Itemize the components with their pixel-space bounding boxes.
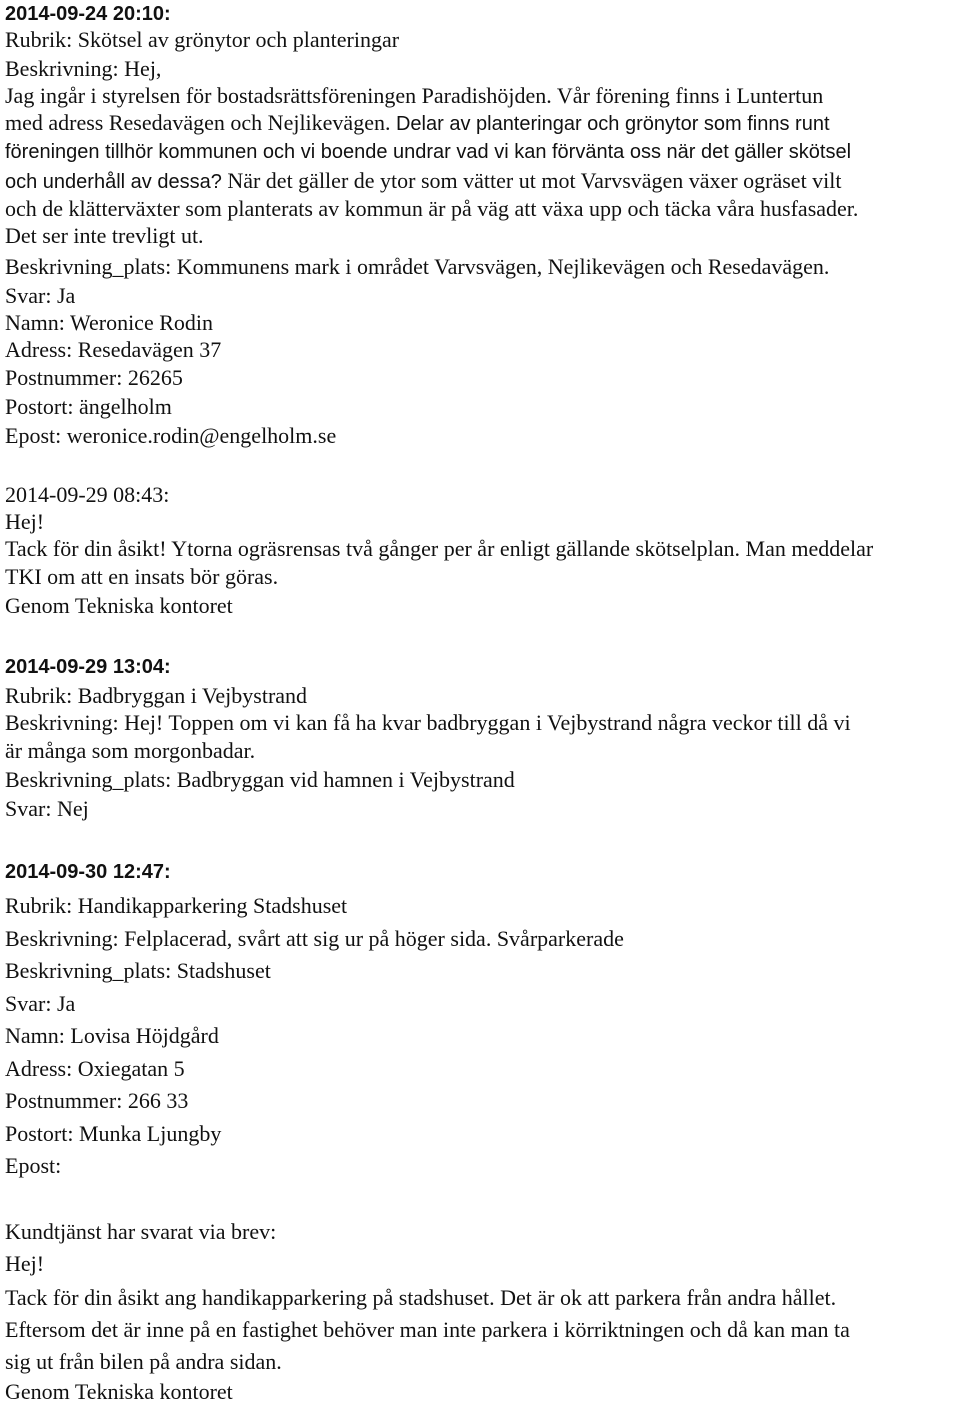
entry-3-svar: Svar: Nej [5,796,89,821]
entry-4-header: 2014-09-30 12:47: [5,861,171,883]
entry-1-adress: Adress: Resedavägen 37 [5,337,222,362]
entry-4-reply-line: sig ut från bilen på andra sidan. [5,1349,282,1374]
entry-2-line: Hej! [5,509,45,534]
entry-1-desc-line [5,109,830,138]
entry-4-epost: Epost: [5,1153,62,1178]
entry-1-desc-segment: och underhåll av dessa? [5,171,222,193]
entry-2-header: 2014-09-29 08:43: [5,482,170,507]
entry-4-plats: Beskrivning_plats: Stadshuset [5,958,271,983]
entry-2-line: TKI om att en insats bör göras. [5,564,279,589]
entry-3-beskrivning: är många som morgonbadar. [5,738,256,763]
entry-1-desc-segment: Delar av planteringar och grönytor som finns runt [395,113,830,135]
entry-3-rubrik: Rubrik: Badbryggan i Vejbystrand [5,683,308,708]
entry-2-line: Genom Tekniska kontoret [5,593,233,618]
entry-4-postnummer: Postnummer: 266 33 [5,1088,189,1113]
entry-4-reply-line: Eftersom det är inne på en fastighet behöver man inte parkera i körriktningen och då kan man ta [5,1317,850,1342]
entry-4-svar: Svar: Ja [5,991,76,1016]
entry-1-desc-segment: med adress Resedavägen och Nejlikevägen. [5,110,391,135]
entry-1-desc-line: Jag ingår i styrelsen för bostadsrättsföreningen Paradishöjden. Vår förening finns i Luntertun [5,83,824,108]
entry-4-reply-line: Hej! [5,1251,45,1276]
entry-1-epost: Epost: weronice.rodin@engelholm.se [5,423,337,448]
entry-1-desc-line: och de klätterväxter som planterats av kommun är på väg att växa upp och täcka våra husfasader. [5,196,859,221]
entry-3-header: 2014-09-29 13:04: [5,656,171,678]
entry-1-plats: Beskrivning_plats: Kommunens mark i området Varvsvägen, Nejlikevägen och Resedavägen. [5,254,830,279]
entry-1-desc-segment: När det gäller de ytor som vätter ut mot Varvsvägen växer ogräset vilt [227,168,842,193]
entry-1-desc-line [5,167,842,196]
entry-3-beskrivning: Beskrivning: Hej! Toppen om vi kan få ha kvar badbryggan i Vejbystrand några veckor till då vi [5,710,851,735]
entry-1-svar: Svar: Ja [5,283,76,308]
entry-4-adress: Adress: Oxiegatan 5 [5,1056,185,1081]
entry-4-rubrik: Rubrik: Handikapparkering Stadshuset [5,893,348,918]
entry-4-reply-line: Tack för din åsikt ang handikapparkering på stadshuset. Det är ok att parkera från andra hållet. [5,1285,837,1310]
entry-4-beskrivning: Beskrivning: Felplacerad, svårt att sig ur på höger sida. Svårparkerade [5,926,624,951]
entry-1-header: 2014-09-24 20:10: [5,3,171,25]
entry-1-postnummer: Postnummer: 26265 [5,365,183,390]
entry-1-beskrivning-label: Beskrivning: Hej, [5,56,162,81]
entry-4-reply-line: Genom Tekniska kontoret [5,1379,233,1404]
entry-4-reply-header: Kundtjänst har svarat via brev: [5,1219,277,1244]
entry-1-desc-line: Det ser inte trevligt ut. [5,223,204,248]
entry-4-postort: Postort: Munka Ljungby [5,1121,222,1146]
entry-1-namn: Namn: Weronice Rodin [5,310,214,335]
entry-2-line: Tack för din åsikt! Ytorna ogräsrensas två gånger per år enligt gällande skötselplan. Man meddelar [5,536,874,561]
entry-1-desc-line: föreningen tillhör kommunen och vi boende undrar vad vi kan förvänta oss när det gäller skötsel [5,141,852,163]
entry-3-plats: Beskrivning_plats: Badbryggan vid hamnen i Vejbystrand [5,767,515,792]
entry-4-namn: Namn: Lovisa Höjdgård [5,1023,219,1048]
entry-1-postort: Postort: ängelholm [5,394,172,419]
entry-1-rubrik: Rubrik: Skötsel av grönytor och planteringar [5,27,400,52]
